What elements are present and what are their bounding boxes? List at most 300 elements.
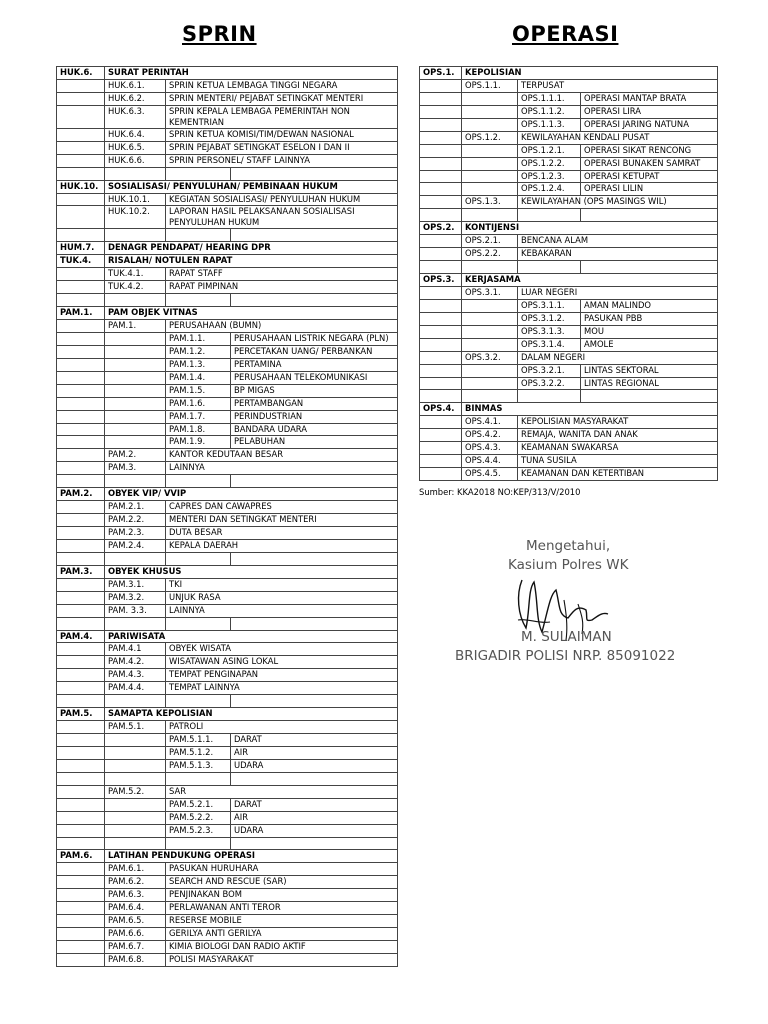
item-title: RESERSE MOBILE (166, 915, 398, 928)
code-row (57, 397, 398, 410)
section-code: PAM.1. (57, 307, 105, 320)
empty-cell (462, 209, 518, 222)
empty-cell (57, 436, 105, 449)
empty-cell (105, 229, 166, 242)
empty-cell (231, 294, 398, 307)
code-row (57, 643, 398, 656)
subitem-code: PAM.1.6. (166, 397, 231, 410)
subitem-title: DARAT (231, 798, 398, 811)
section-code: OPS.1. (420, 67, 462, 80)
item-title: SAR (166, 785, 398, 798)
empty-cell (420, 390, 462, 403)
empty-cell (462, 377, 518, 390)
empty-cell (57, 591, 105, 604)
item-title: KEWILAYAHAN (OPS MASINGS WIL) (518, 196, 718, 209)
subitem-title: PERUSAHAAN TELEKOMUNIKASI (231, 371, 398, 384)
item-title: KEPALA DAERAH (166, 539, 398, 552)
item-code: OPS.2.1. (462, 235, 518, 248)
item-code: OPS.4.2. (462, 429, 518, 442)
empty-cell (462, 338, 518, 351)
empty-cell (57, 92, 105, 105)
section-row (420, 222, 718, 235)
item-title: TEMPAT PENGINAPAN (166, 669, 398, 682)
empty-cell (57, 734, 105, 747)
empty-cell (420, 338, 462, 351)
empty-cell (105, 384, 166, 397)
code-row (57, 915, 398, 928)
item-code: PAM. 3.3. (105, 604, 166, 617)
section-row (57, 708, 398, 721)
empty-cell (105, 332, 166, 345)
item-title: SPRIN PEJABAT SETINGKAT ESELON I DAN II (166, 141, 398, 154)
section-row (57, 850, 398, 863)
empty-cell (105, 759, 166, 772)
empty-cell (57, 281, 105, 294)
empty-cell (57, 837, 105, 850)
operasi-code-table (419, 66, 718, 481)
empty-cell (57, 798, 105, 811)
item-code: PAM.6.8. (105, 953, 166, 966)
sprin-code-table (56, 66, 398, 967)
item-code: HUK.10.2. (105, 206, 166, 229)
code-row (420, 92, 718, 105)
empty-cell (166, 167, 231, 180)
subitem-title: AMAN MALINDO (581, 299, 718, 312)
item-title: BENCANA ALAM (518, 235, 718, 248)
empty-cell (166, 229, 231, 242)
empty-cell (420, 442, 462, 455)
item-title: DUTA BESAR (166, 527, 398, 540)
code-row (57, 345, 398, 358)
empty-cell (581, 209, 718, 222)
spacer-row (420, 261, 718, 274)
empty-cell (57, 889, 105, 902)
empty-cell (105, 371, 166, 384)
empty-cell (57, 785, 105, 798)
code-row (420, 144, 718, 157)
subitem-title: PELABUHAN (231, 436, 398, 449)
empty-cell (166, 475, 231, 488)
item-code: PAM.4.1 (105, 643, 166, 656)
section-row (57, 180, 398, 193)
empty-cell (420, 468, 462, 481)
code-row (57, 798, 398, 811)
subitem-title: PASUKAN PBB (581, 312, 718, 325)
section-code: HUK.6. (57, 67, 105, 80)
empty-cell (57, 462, 105, 475)
section-code: PAM.2. (57, 488, 105, 501)
item-code: PAM.6.4. (105, 902, 166, 915)
empty-cell (420, 325, 462, 338)
code-row (420, 429, 718, 442)
empty-cell (57, 128, 105, 141)
item-title: KEWILAYAHAN KENDALI PUSAT (518, 131, 718, 144)
code-row (57, 92, 398, 105)
item-code: PAM.4.2. (105, 656, 166, 669)
item-code: HUK.6.5. (105, 141, 166, 154)
section-row (57, 67, 398, 80)
code-row (57, 193, 398, 206)
empty-cell (420, 416, 462, 429)
empty-cell (231, 167, 398, 180)
empty-cell (420, 144, 462, 157)
empty-cell (57, 141, 105, 154)
empty-cell (57, 193, 105, 206)
item-code: OPS.4.1. (462, 416, 518, 429)
empty-cell (105, 294, 166, 307)
item-title: UNJUK RASA (166, 591, 398, 604)
item-code: PAM.5.1. (105, 721, 166, 734)
item-title: CAPRES DAN CAWAPRES (166, 501, 398, 514)
empty-cell (57, 552, 105, 565)
code-row (420, 105, 718, 118)
item-code: PAM.3.2. (105, 591, 166, 604)
empty-cell (57, 397, 105, 410)
code-row (57, 604, 398, 617)
item-code: OPS.1.2. (462, 131, 518, 144)
subitem-title: OPERASI SIKAT RENCONG (581, 144, 718, 157)
code-row (420, 183, 718, 196)
empty-cell (166, 695, 231, 708)
subitem-title: OPERASI KETUPAT (581, 170, 718, 183)
subitem-code: OPS.1.1.2. (518, 105, 581, 118)
empty-cell (420, 170, 462, 183)
code-row (57, 759, 398, 772)
empty-cell (57, 79, 105, 92)
subitem-code: OPS.3.1.2. (518, 312, 581, 325)
code-row (57, 953, 398, 966)
empty-cell (105, 617, 166, 630)
subitem-code: OPS.1.2.1. (518, 144, 581, 157)
code-row (57, 320, 398, 333)
item-title: REMAJA, WANITA DAN ANAK (518, 429, 718, 442)
empty-cell (105, 837, 166, 850)
empty-cell (420, 235, 462, 248)
item-code: HUK.6.6. (105, 154, 166, 167)
code-row (420, 118, 718, 131)
section-code: OPS.2. (420, 222, 462, 235)
subitem-title: PERUSAHAAN LISTRIK NEGARA (PLN) (231, 332, 398, 345)
empty-cell (231, 552, 398, 565)
empty-cell (57, 539, 105, 552)
section-row (57, 630, 398, 643)
item-code: PAM.2. (105, 449, 166, 462)
empty-cell (57, 371, 105, 384)
subitem-title: LINTAS SEKTORAL (581, 364, 718, 377)
section-row (420, 274, 718, 287)
empty-cell (462, 92, 518, 105)
section-title: SURAT PERINTAH (105, 67, 398, 80)
item-title: KANTOR KEDUTAAN BESAR (166, 449, 398, 462)
subitem-code: OPS.1.2.4. (518, 183, 581, 196)
code-row (57, 514, 398, 527)
code-row (57, 141, 398, 154)
item-code: PAM.6.2. (105, 876, 166, 889)
item-title: TKI (166, 578, 398, 591)
section-code: PAM.5. (57, 708, 105, 721)
empty-cell (420, 286, 462, 299)
code-row (57, 669, 398, 682)
empty-cell (462, 183, 518, 196)
item-title: RAPAT STAFF (166, 268, 398, 281)
section-title: DENAGR PENDAPAT/ HEARING DPR (105, 242, 398, 255)
item-code: HUK.6.4. (105, 128, 166, 141)
subitem-code: OPS.3.2.1. (518, 364, 581, 377)
empty-cell (57, 167, 105, 180)
item-code: OPS.1.3. (462, 196, 518, 209)
code-row (420, 338, 718, 351)
empty-cell (57, 384, 105, 397)
subitem-code: OPS.1.1.3. (518, 118, 581, 131)
subitem-code: PAM.5.2.3. (166, 824, 231, 837)
code-row (57, 876, 398, 889)
empty-cell (462, 364, 518, 377)
empty-cell (105, 345, 166, 358)
subitem-title: OPERASI LIRA (581, 105, 718, 118)
empty-cell (57, 721, 105, 734)
section-row (57, 255, 398, 268)
empty-cell (105, 167, 166, 180)
empty-cell (57, 410, 105, 423)
code-row (420, 312, 718, 325)
code-row (57, 656, 398, 669)
empty-cell (57, 656, 105, 669)
empty-cell (462, 144, 518, 157)
code-row (420, 248, 718, 261)
empty-cell (57, 643, 105, 656)
empty-cell (581, 390, 718, 403)
section-row (57, 307, 398, 320)
code-row (420, 79, 718, 92)
empty-cell (105, 436, 166, 449)
subitem-title: PERINDUSTRIAN (231, 410, 398, 423)
empty-cell (420, 429, 462, 442)
empty-cell (231, 617, 398, 630)
code-row (420, 157, 718, 170)
empty-cell (166, 294, 231, 307)
empty-cell (231, 229, 398, 242)
item-code: PAM.3.1. (105, 578, 166, 591)
empty-cell (518, 261, 581, 274)
empty-cell (462, 325, 518, 338)
subitem-code: PAM.1.7. (166, 410, 231, 423)
code-row (57, 423, 398, 436)
empty-cell (57, 332, 105, 345)
item-code: PAM.3. (105, 462, 166, 475)
section-title: OBYEK VIP/ VVIP (105, 488, 398, 501)
empty-cell (57, 915, 105, 928)
code-row (57, 371, 398, 384)
code-row (420, 131, 718, 144)
section-title: OBYEK KHUSUS (105, 565, 398, 578)
code-row (57, 79, 398, 92)
section-title: KONTIJENSI (462, 222, 718, 235)
code-row (420, 442, 718, 455)
item-title: LAINNYA (166, 462, 398, 475)
section-row (420, 403, 718, 416)
item-title: KEBAKARAN (518, 248, 718, 261)
subitem-code: OPS.3.1.1. (518, 299, 581, 312)
section-code: OPS.3. (420, 274, 462, 287)
empty-cell (420, 299, 462, 312)
empty-cell (420, 209, 462, 222)
empty-cell (166, 837, 231, 850)
code-row (57, 889, 398, 902)
code-row (57, 539, 398, 552)
subitem-title: PERTAMINA (231, 358, 398, 371)
item-code: PAM.6.3. (105, 889, 166, 902)
item-title: LAINNYA (166, 604, 398, 617)
empty-cell (57, 578, 105, 591)
item-title: TUNA SUSILA (518, 455, 718, 468)
empty-cell (57, 941, 105, 954)
empty-cell (231, 695, 398, 708)
section-title: LATIHAN PENDUKUNG OPERASI (105, 850, 398, 863)
section-code: PAM.4. (57, 630, 105, 643)
item-title: KEPOLISIAN MASYARAKAT (518, 416, 718, 429)
code-row (57, 358, 398, 371)
subitem-title: MOU (581, 325, 718, 338)
section-title: RISALAH/ NOTULEN RAPAT (105, 255, 398, 268)
empty-cell (57, 902, 105, 915)
section-row (57, 242, 398, 255)
signer-role: Kasium Polres WK (508, 557, 629, 573)
item-title: PASUKAN HURUHARA (166, 863, 398, 876)
section-code: TUK.4. (57, 255, 105, 268)
empty-cell (420, 377, 462, 390)
empty-cell (105, 397, 166, 410)
signer-name: M. SULAIMAN (521, 629, 612, 645)
empty-cell (105, 410, 166, 423)
empty-cell (57, 876, 105, 889)
section-title: PARIWISATA (105, 630, 398, 643)
empty-cell (462, 157, 518, 170)
subitem-code: PAM.1.2. (166, 345, 231, 358)
code-row (420, 377, 718, 390)
code-row (57, 863, 398, 876)
subitem-code: PAM.5.1.2. (166, 746, 231, 759)
code-row (57, 449, 398, 462)
subitem-title: UDARA (231, 824, 398, 837)
empty-cell (462, 170, 518, 183)
code-row (57, 501, 398, 514)
code-row (420, 325, 718, 338)
empty-cell (105, 811, 166, 824)
item-title: DALAM NEGERI (518, 351, 718, 364)
spacer-row (57, 294, 398, 307)
subitem-code: PAM.1.8. (166, 423, 231, 436)
empty-cell (231, 772, 398, 785)
item-code: HUK.6.3. (105, 105, 166, 128)
code-row (57, 734, 398, 747)
item-title: SPRIN KETUA LEMBAGA TINGGI NEGARA (166, 79, 398, 92)
subitem-title: OPERASI JARING NATUNA (581, 118, 718, 131)
item-code: PAM.2.3. (105, 527, 166, 540)
empty-cell (57, 953, 105, 966)
empty-cell (166, 617, 231, 630)
empty-cell (231, 837, 398, 850)
code-row (57, 206, 398, 229)
code-row (57, 682, 398, 695)
subitem-title: PERCETAKAN UANG/ PERBANKAN (231, 345, 398, 358)
code-row (57, 410, 398, 423)
code-row (420, 351, 718, 364)
subitem-title: BANDARA UDARA (231, 423, 398, 436)
subitem-title: OPERASI BUNAKEN SAMRAT (581, 157, 718, 170)
section-row (57, 488, 398, 501)
empty-cell (105, 734, 166, 747)
empty-cell (231, 475, 398, 488)
empty-cell (105, 358, 166, 371)
item-code: OPS.3.1. (462, 286, 518, 299)
item-title: LUAR NEGERI (518, 286, 718, 299)
item-code: PAM.2.1. (105, 501, 166, 514)
empty-cell (420, 364, 462, 377)
item-title: KIMIA BIOLOGI DAN RADIO AKTIF (166, 941, 398, 954)
item-code: PAM.2.4. (105, 539, 166, 552)
code-row (420, 299, 718, 312)
empty-cell (105, 746, 166, 759)
code-row (57, 591, 398, 604)
code-row (57, 746, 398, 759)
item-code: PAM.6.7. (105, 941, 166, 954)
empty-cell (57, 746, 105, 759)
acknowledged-label: Mengetahui, (526, 538, 611, 554)
spacer-row (420, 390, 718, 403)
empty-cell (57, 759, 105, 772)
spacer-row (57, 772, 398, 785)
subitem-title: OPERASI LILIN (581, 183, 718, 196)
code-row (57, 824, 398, 837)
source-note: Sumber: KKA2018 NO:KEP/313/V/2010 (419, 487, 581, 497)
item-code: TUK.4.2. (105, 281, 166, 294)
empty-cell (462, 299, 518, 312)
empty-cell (57, 423, 105, 436)
code-row (57, 384, 398, 397)
code-row (57, 578, 398, 591)
empty-cell (420, 196, 462, 209)
operasi-title: OPERASI (512, 22, 619, 46)
empty-cell (57, 527, 105, 540)
empty-cell (57, 863, 105, 876)
code-row (57, 462, 398, 475)
empty-cell (420, 248, 462, 261)
item-code: OPS.4.5. (462, 468, 518, 481)
empty-cell (166, 552, 231, 565)
empty-cell (57, 682, 105, 695)
empty-cell (57, 811, 105, 824)
code-row (57, 941, 398, 954)
item-title: SPRIN KEPALA LEMBAGA PEMERINTAH NON KEMENTRIAN (166, 105, 398, 128)
subitem-title: DARAT (231, 734, 398, 747)
item-title: PENJINAKAN BOM (166, 889, 398, 902)
spacer-row (57, 837, 398, 850)
empty-cell (581, 261, 718, 274)
item-title: GERILYA ANTI GERILYA (166, 928, 398, 941)
item-title: SPRIN PERSONEL/ STAFF LAINNYA (166, 154, 398, 167)
empty-cell (57, 501, 105, 514)
code-row (420, 235, 718, 248)
item-code: PAM.2.2. (105, 514, 166, 527)
empty-cell (105, 475, 166, 488)
empty-cell (57, 268, 105, 281)
subitem-title: AIR (231, 746, 398, 759)
empty-cell (57, 669, 105, 682)
item-title: PERLAWANAN ANTI TEROR (166, 902, 398, 915)
spacer-row (57, 617, 398, 630)
empty-cell (105, 552, 166, 565)
subitem-code: OPS.3.2.2. (518, 377, 581, 390)
